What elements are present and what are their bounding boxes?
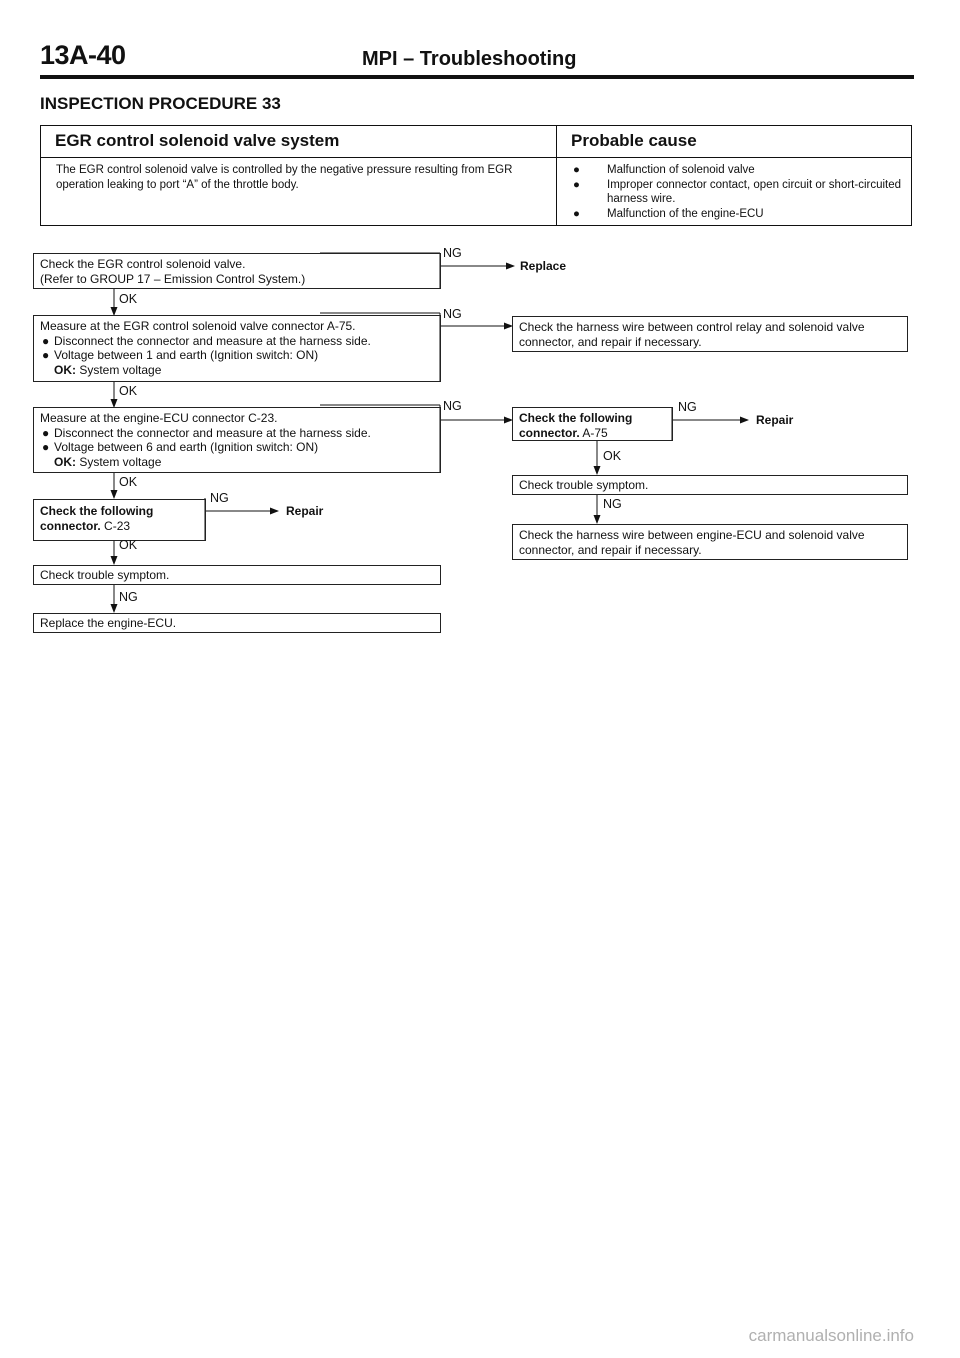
step-check-connector-a75 <box>512 407 673 441</box>
step-check-trouble-symptom <box>33 565 441 585</box>
step-text: (Refer to GROUP 17 – Emission Control System.) <box>40 271 306 286</box>
cause-item: ● Malfunction of the engine-ECU <box>573 207 764 220</box>
repair-action: Repair <box>756 413 794 427</box>
cause-item: ● Improper connector contact, open circuit or short-circuited harness wire. <box>573 178 902 205</box>
step-replace-ecu <box>33 613 441 633</box>
repair-action: Repair <box>286 504 324 518</box>
step-text: Measure at the EGR control solenoid valve connector A-75. <box>40 319 356 333</box>
step-text: connector. A-75 <box>519 425 608 440</box>
ng-label: NG <box>443 307 462 321</box>
bullet-icon: ● <box>573 207 580 220</box>
step-text: Check trouble symptom. <box>519 478 649 492</box>
bullet-icon: ● <box>42 440 50 454</box>
page-number: 13A-40 <box>40 40 126 70</box>
step-text: Measure at the engine-ECU connector C-23. <box>40 411 278 425</box>
ok-label: OK <box>119 475 138 489</box>
procedure-title: INSPECTION PROCEDURE 33 <box>40 94 281 113</box>
bullet-icon: ● <box>42 333 50 348</box>
step-text: connector. C-23 <box>40 518 131 533</box>
step-text: Check the harness wire between control relay and solenoid valve connector, and repair if necessary. <box>519 320 865 349</box>
bullet-icon: ● <box>573 178 580 191</box>
ng-label: NG <box>119 590 138 604</box>
ng-label: NG <box>210 491 229 505</box>
step-text: Check the following <box>40 504 154 518</box>
replace-action: Replace <box>520 259 567 273</box>
bullet-icon: ● <box>573 164 580 176</box>
ok-criterion: OK: System voltage <box>54 362 162 377</box>
ok-label: OK <box>119 292 138 306</box>
step-measure-solenoid-connector <box>33 315 441 382</box>
cause-heading: Probable cause <box>571 131 697 150</box>
description-text: The EGR control solenoid valve is controlled by the negative pressure resulting from EGR operation leaking to port “A” of the throttle body. <box>56 164 513 191</box>
step-text: Check the harness wire between engine-ECU and solenoid valve connector, and repair if necessary. <box>519 528 865 557</box>
step-bullet: ● Disconnect the connector and measure at the harness side. <box>42 333 371 348</box>
step-bullet: ● Voltage between 1 and earth (Ignition switch: ON) <box>42 348 319 362</box>
step-bullet: ● Voltage between 6 and earth (Ignition switch: ON) <box>42 440 319 454</box>
step-check-egr-valve <box>33 253 441 289</box>
step-text: Check the following <box>519 411 633 425</box>
step-text: Check trouble symptom. <box>40 568 170 582</box>
step-text: Check the EGR control solenoid valve. <box>40 257 246 271</box>
bullet-icon: ● <box>42 348 50 362</box>
step-text: Replace the engine-ECU. <box>40 616 177 630</box>
step-bullet: ● Disconnect the connector and measure at the harness side. <box>42 425 371 440</box>
ok-label: OK <box>119 384 138 398</box>
step-check-trouble-symptom-right <box>512 475 908 495</box>
ng-label: NG <box>678 400 697 414</box>
ng-label: NG <box>603 497 622 511</box>
cause-item: ● Malfunction of solenoid valve <box>573 164 755 176</box>
ng-label: NG <box>443 399 462 413</box>
section-title: MPI – Troubleshooting <box>362 48 577 70</box>
ok-label: OK <box>119 538 138 552</box>
step-measure-ecu-connector <box>33 407 441 473</box>
ng-label: NG <box>443 246 462 260</box>
step-check-harness-ecu <box>512 524 908 560</box>
step-check-harness-relay <box>512 316 908 352</box>
system-heading: EGR control solenoid valve system <box>55 131 340 150</box>
ok-label: OK <box>603 449 622 463</box>
ok-criterion: OK: System voltage <box>54 454 162 469</box>
bullet-icon: ● <box>42 425 50 440</box>
step-check-connector-c23 <box>33 499 206 541</box>
watermark: carmanualsonline.info <box>748 1326 914 1345</box>
